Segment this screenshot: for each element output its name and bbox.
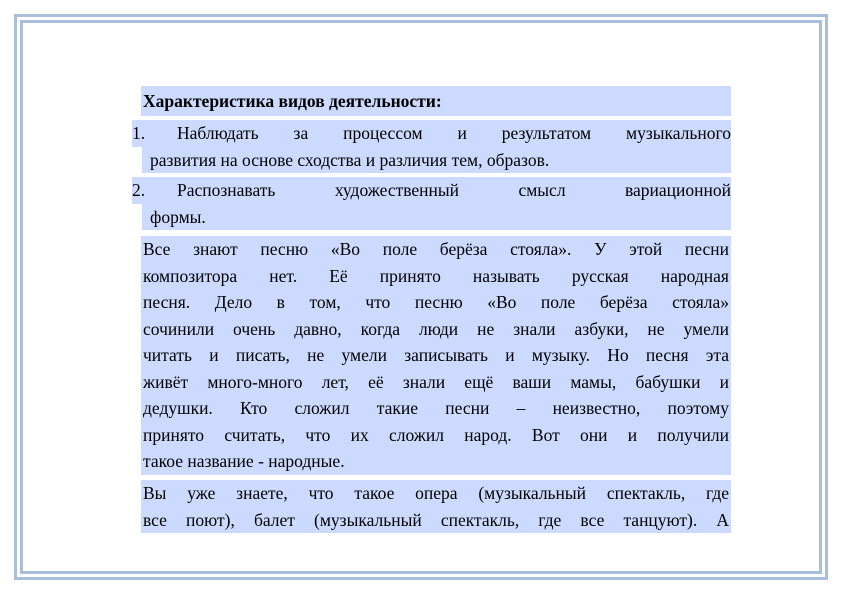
paragraph-line: читать и писать, не умели записывать и музыку. Но песня эта: [143, 345, 729, 365]
paragraph-line: сочинили очень давно, когда люди не знали азбуки, не умели: [143, 318, 729, 339]
paragraph-line: все поют), балет (музыкальный спектакль, где все танцуют). А: [143, 509, 729, 530]
list-item-2: [132, 177, 731, 230]
section-heading: Характеристика видов деятельности:: [141, 86, 731, 116]
paragraph-line: принято считать, что их сложил народ. Вот они и получили: [143, 424, 729, 445]
paragraph-line: такое название - народные.: [143, 451, 345, 471]
list-item-text-line: Наблюдать за процессом и результатом музыкального: [177, 123, 731, 143]
list-number: 1.: [132, 123, 146, 143]
paragraph-line: дедушки. Кто сложил такие песни – неизвестно, поэтому: [143, 398, 729, 418]
list-item-text-line: развития на основе сходства и различия тем, образов.: [150, 149, 550, 170]
list-item-1: [132, 120, 731, 173]
indent-gap: [132, 147, 142, 174]
paragraph-line: песня. Дело в том, что песню «Во поле берёза стояла»: [143, 292, 729, 312]
paragraph-line: живёт много-много лет, её знали ещё ваши мамы, бабушки и: [143, 371, 729, 392]
paragraph-line: Вы уже знаете, что такое опера (музыкальный спектакль, где: [143, 483, 729, 503]
list-number: 2.: [132, 180, 146, 200]
indent-gap: [132, 204, 142, 231]
paragraph-line: композитора нет. Её принято называть русская народная: [143, 265, 729, 286]
paragraph-line: Все знают песню «Во поле берёза стояла». У этой песни: [143, 239, 729, 259]
body-paragraph-2: [141, 480, 731, 533]
list-item-text-line: формы.: [150, 206, 206, 227]
list-item-text-line: Распознавать художественный смысл вариационной: [177, 180, 731, 200]
body-paragraph-1: [141, 236, 731, 475]
